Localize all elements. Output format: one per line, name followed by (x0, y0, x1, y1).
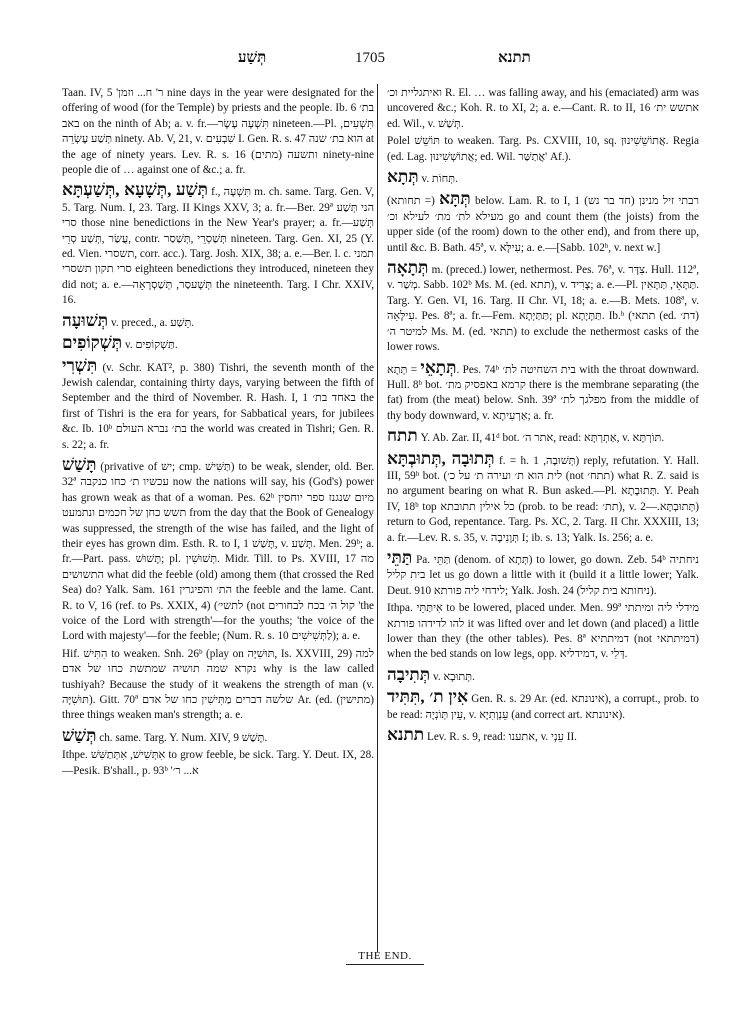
entry-headword: תְּתָּא (439, 189, 471, 209)
dictionary-entry (387, 449, 699, 546)
end-underline (346, 964, 424, 965)
dictionary-entry (62, 726, 374, 746)
dictionary-entry (387, 258, 699, 355)
entry-text: ch. same. Targ. Y. Num. XIV, 9 תָּשַׁשׁ. (99, 731, 268, 744)
dictionary-entry (387, 86, 699, 132)
entry-text: v. preced., a. תֵּשַׁע. (110, 316, 195, 329)
entry-headword: תִּשְׁרִי (62, 355, 98, 375)
dictionary-entry (387, 548, 699, 599)
entry-headword: תָּשַׁשׁ (62, 454, 97, 474)
header-right-word: תתנא (498, 50, 531, 66)
page-number: 1705 (355, 50, 385, 66)
entry-text: v. תְּחוֹת. (421, 173, 458, 186)
entry-text: Ithpa. אִיתַּתֵּי to be lowered, placed under. Men. 99ª מידלי ליה ומיתתי להו לדידהו פורתא it was lifted over and let down (and placed) a little lower than they (the other tables). Pes. 8ª דמיתתיא (not דמיתתאי) when the bed stands on low legs, opp. דמידליא, v. דְּלִי. (387, 602, 700, 661)
entry-text: v. תַּשְׁקוֹפִים. (124, 339, 178, 352)
entry-headword: תְּשְׁקוֹפִים (62, 333, 123, 353)
entry-text: (privative of יש; cmp. תַּשִּׁישׁ) to be weak, slender, old. Ber. 32ª עכשיו ת׳ כחו כנקבה now the nations will say, his (God's) power has grown weak as that of a woman. Pes. 62ᵇ מיום שנגנז ספר יוחסין תשש כחן של חכמים ונתמעט from the day that the Book of Genealogy was suppressed, the strength of the wise has failed, and the light of their eyes has grown dim. Esth. R. to I, 1 תָּשַׁשׁ, v. תָּשַׁע. Men. 29ᵇ; a. fr.—Part. pass. תָּשׁוּשׁ; pl. תְּשׁוּשִׁין. Midr. Till. to Ps. XVIII, 17 מה התשושים what did the feeble (old) among them (that crossed the Red Sea) do? Yalk. Sam. 161 הת׳ והפיגרין the feeble and the lame. Cant. R. to V, 16 (ref. to Ps. XXIX, 4) (לתשי׳ (not קול ה׳ בכח לבחורים 'the voice of the Lord with strength'—for the youths; 'the voice of the Lord with majesty'—for the feeble; (Num. R. s. 10 לַתְּשִׁישִׁים); a. e. (62, 460, 375, 643)
entry-text: Pa. תַּתֵּי (denom. of תְּתָא) to lower, go down. Zeb. 54ᵇ ניחתיה בית קליל let us go down a little with it (build it a little lower; Yalk. Deut. 910 לידחי ליה פורתא; Yalk. Josh. 24 (ניחותא בית קליל). (387, 553, 700, 597)
entry-text: Lev. R. s. 9, read: אתענו, v. עֵנְי II. (426, 731, 577, 744)
dictionary-entry (387, 665, 699, 685)
entry-headword: תְּשׁוּעָה (62, 310, 109, 330)
entry-text: m. (preced.) lower, nethermost. Pes. 76ª, v. צִדָּר. Hull. 112ª, v. מְשַׁר. Sabb. 102ᵇ Ms. M. (ed. תתא), v. צָרִיד; a. e.—Pl. תַּתָּאֵי, תַּתָּאִין. Targ. Y. Gen. VI, 16. Targ. II Chr. VI, 18; a. e.—B. Mets. 108ª, v. עִילָּאָה. Pes. 8ª; a. fr.—Fem. תַּתַּיְתָא; pl. תַּתָּיָתָא. Ib.ᵇ (תתאי (ed. דת׳) למיטר ה׳ Ms. M. (ed. תתאי) to exclude the nethermost casks of the lower rows. (387, 264, 700, 354)
left-column (62, 86, 374, 781)
entry-headword: תְּשַׁשׁ (62, 725, 97, 745)
dictionary-entry (62, 180, 374, 308)
entry-headword: תתנא (387, 725, 425, 745)
entry-text: ואיתגליית וכ׳ R. El. … was falling away, and his (emaciated) arm was uncovered &c.; Koh. R. to XI, 2; a. e.—Cant. R. to II, 16 אתשש ית׳ ed. Wil., v. תְּשַׁשׁ. (387, 87, 699, 130)
dictionary-entry (62, 311, 374, 331)
page-header (0, 50, 750, 74)
entry-text: Hif. הִתִּישׁ to weaken. Snh. 26ᵇ (play on תּוּשִׁיָּה, Is. XXVIII, 29) למה נקרא שמה תושיה שמתשת כחו של אדם why is the law called tushiyah? Because the study of it weakens the strength of man (v. תּוּשִׁיָּה). Gitt. 70ª שלשה דברים מַתִּישִׁין כחו של אדם Ar. (ed. (מתישין) three things weaken man's strength; a. e. (62, 647, 375, 722)
dictionary-entry (387, 687, 699, 723)
dictionary-entry (62, 748, 374, 779)
entry-headword: תתח (387, 426, 418, 446)
dictionary-entry (387, 134, 699, 165)
dictionary-entry (387, 725, 699, 745)
right-column (387, 86, 699, 747)
entry-text: v. תְּתוּבָא. (432, 670, 475, 683)
end-marker: THE END. (358, 950, 412, 962)
column-divider (377, 84, 378, 952)
entry-headword: אִין ת׳ ,תִּתִּיד (387, 687, 469, 707)
dictionary-entry (62, 86, 374, 178)
header-left-word: תְּשַׁע (238, 50, 267, 66)
entry-text: (v. Schr. KAT², p. 380) Tishri, the seventh month of the Jewish calendar, containing thirty days, varying between the fifth of September and the third of November. R. Hash. I, 1 באחד בת׳ the first of Tishri is the era for years, for Sabbatical years, for jubilees &c. Ib. 10ᵇ בת׳ נברא העולם the world was created in Tishri; Gen. R. s. 22; a. fr. (62, 361, 375, 451)
entry-headword: תְּתָאֵי (420, 357, 457, 377)
entry-text: = תְּתָא. Pes. 74ᵇ בית השחיטה לת׳ with the throat downward. Hull. 8ᵇ bot. קרמא באפסיק מת׳ there is the membrane separating (the fat) from (the meat) below. Snh. 39ª מפלגך לת׳ from the middle of thy body downward, v. אַרְעִיתָא; a. fr. (387, 363, 700, 422)
dictionary-entry (62, 455, 374, 645)
entry-text: (= תחותא) below. Lam. R. to I, 1 (חד בר נש) רבתי זיל מנינן מעילא לת׳ מת׳ לעילא וכ׳ go and count them (the joists) from the upper side (of the room) down to the other end), and from there up, until &c. B. Bath. 45ª, v. עִילָּא; a. e.—[Sabb. 102ᵇ, v. next w.] (387, 195, 700, 254)
dictionary-entry (387, 426, 699, 446)
dictionary-entry (62, 333, 374, 353)
entry-text: f. = h. תְּשׁוּבָה, 1) reply, refutation. Y. Hall. III, 59ᵇ bot. (לית הוא ת׳ ועירה ת׳ על כ׳ (not תתח׳) what R. Z. said is no argument bearing on what R. Bun asked.—Pl. תְּתוּבָתָא. Y. Peah IV, 18ᵇ top כל אילין תתובתא (prob. to be read: תת׳), v. תְּתוּבְתָּא.—2) return to God, repentance. Targ. Ps. XC, 2. Targ. II Chr. XXXIII, 13; a. fr.—Lev. R. s. 35, v. תְּוָנִיבָה I; ib. s. 13; Yalk. Is. 256; a. e. (387, 454, 700, 544)
entry-headword: תְּתוּבָה ,תְּתוּבְתָּא (387, 448, 495, 468)
entry-headword: תְּתִיבָה (387, 664, 431, 684)
dictionary-entry (62, 647, 374, 724)
entry-headword: תְּתָא (387, 167, 419, 187)
entry-text: Gen. R. s. 29 Ar. (ed. אינונתא), a corrupt., prob. to be read: עֵין תְּוֹנְיָה, v. עֵנְוְתִיָא (and correct art. אינונתא). (387, 693, 699, 721)
entry-text: f., תִּשְׁעָה m. ch. same. Targ. Gen. V, 5. Targ. Num. I, 23. Targ. II Kings XXV, 3; a. fr.—Ber. 29ª הני תְּשַׁע סרי those nine benedictions in the New Year's prayer; a. fr.—תְּשַׁע עֲשַׂר ,תְּשַׁע סְרֵי, contr. תְּשַׁסְרֵי ,תְּשַׁסַר nineteen. Targ. Gen. XI, 25 (Y. ed. Vien. תשסרי, corr. acc.). Targ. Josh. XIX, 38; a. e.—Ber. l. c. תמני סרי תקון תשסרי eighteen benedictions they introduced, nineteen they did not; a. e.—תְּשָׁעסַר, תְּשַׁסְרָאָה the nineteenth. Targ. I Chr. XXIV, 16. (62, 186, 375, 307)
dictionary-entry (387, 189, 699, 256)
dictionary-entry (62, 356, 374, 453)
entry-headword: תַּתֵּי (387, 547, 413, 567)
dictionary-entry (387, 358, 699, 425)
entry-text: Ithpe. אִתְּשִׁישׁ, אִתְּתַשִּׁשׁ to grow feeble, be sick. Targ. Y. Deut. IX, 28.—Pesik. B'shall., p. 93ᵇ 'א... ר׳ (62, 749, 374, 777)
dictionary-entry (387, 601, 699, 663)
entry-text: Polel תּוֹשֵׁשׁ to weaken. Targ. Ps. CXVIII, 10, sq. אֲתוֹשֵׁשִׁינוּן. Regia (ed. Lag. אֲתוֹשְׁשִׁינוּן; ed. Wil. אֲתַשַּׁר' Af.). (387, 135, 700, 163)
dictionary-entry (387, 167, 699, 187)
entry-text: Taan. IV, 5 'ר' ח... וזמן nine days in the year were designated for the offering of wood (for the Temple) by priests and the people. Ib. 6 בת׳ באב on the ninth of Ab; a. v. fr.—תִּשְׁעָה עָשָׂר nineteen.—Pl. תִּשְׁעִים, תְּשַׁע עֶשְׂרֵה ninety. Ab. V, 21, v. שִׁבְעִים I. Gen. R. s. 47 הוא בת׳ שנה at the age of ninety years. Lev. R. s. 16 (ותשעה (מתים ninety-nine people die of … against one of &c.; a. fr. (62, 87, 375, 177)
entry-headword: תְּתָאָה (387, 258, 429, 278)
entry-text: Y. Ab. Zar. II, 41ᵈ bot. אתר ה׳, read: אַתְרְתָּא, v. תּוֹרְתָּא. (420, 432, 665, 445)
entry-headword: תְּשַׁע ,תְּשָׁעָא ,תְּשַׁעְתָּא (62, 180, 208, 200)
